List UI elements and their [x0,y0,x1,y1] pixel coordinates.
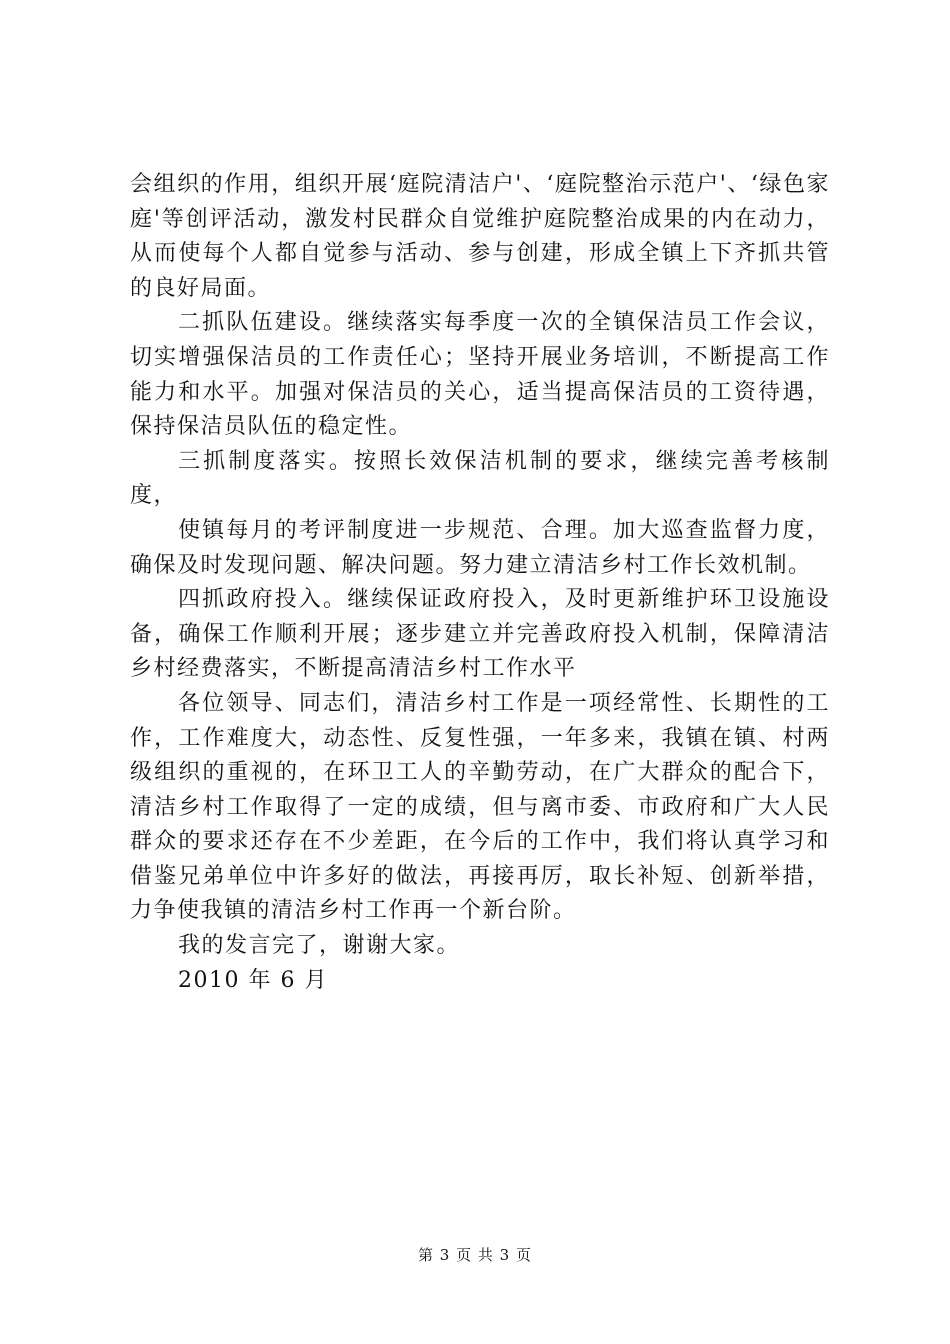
paragraph-team-building: 二抓队伍建设。继续落实每季度一次的全镇保洁员工作会议，切实增强保洁员的工作责任心；坚持开展业务培训，不断提高工作能力和水平。加强对保洁员的关心，适当提高保洁员的工资待遇，保持保洁员队伍的稳定性。 [130,310,830,440]
paragraph-closing-summary: 各位领导、同志们，清洁乡村工作是一项经常性、长期性的工作，工作难度大，动态性、反复性强，一年多来，我镇在镇、村两级组织的重视的，在环卫工人的辛勤劳动，在广大群众的配合下，清洁乡村工作取得了一定的成绩，但与离市委、市政府和广大人民群众的要求还存在不少差距，在今后的工作中，我们将认真学习和借鉴兄弟单位中许多好的做法，再接再厉，取长补短、创新举措，力争使我镇的清洁乡村工作再一个新台阶。 [130,690,830,924]
paragraph-system-implementation: 三抓制度落实。按照长效保洁机制的要求，继续完善考核制度， [130,448,830,509]
page-footer: 第 3 页 共 3 页 [418,1246,532,1264]
paragraph-monthly-evaluation: 使镇每月的考评制度进一步规范、合理。加大巡查监督力度，确保及时发现问题、解决问题。努力建立清洁乡村工作长效机制。 [130,517,830,578]
document-date: 2010 年 6 月 [178,967,328,993]
paragraph-continuation: 会组织的作用，组织开展‘庭院清洁户'、‘庭院整治示范户'、‘绿色家庭'等创评活动，激发村民群众自觉维护庭院整治成果的内在动力，从而使每个人都自觉参与活动、参与创建，形成全镇上下齐抓共管的良好局面。 [130,172,830,301]
document-body [130,168,830,998]
paragraph-government-investment: 四抓政府投入。继续保证政府投入，及时更新维护环卫设施设备，确保工作顺利开展；逐步建立并完善政府投入机制，保障清洁乡村经费落实，不断提高清洁乡村工作水平 [130,587,830,682]
paragraph-thanks: 我的发言完了，谢谢大家。 [178,933,461,959]
